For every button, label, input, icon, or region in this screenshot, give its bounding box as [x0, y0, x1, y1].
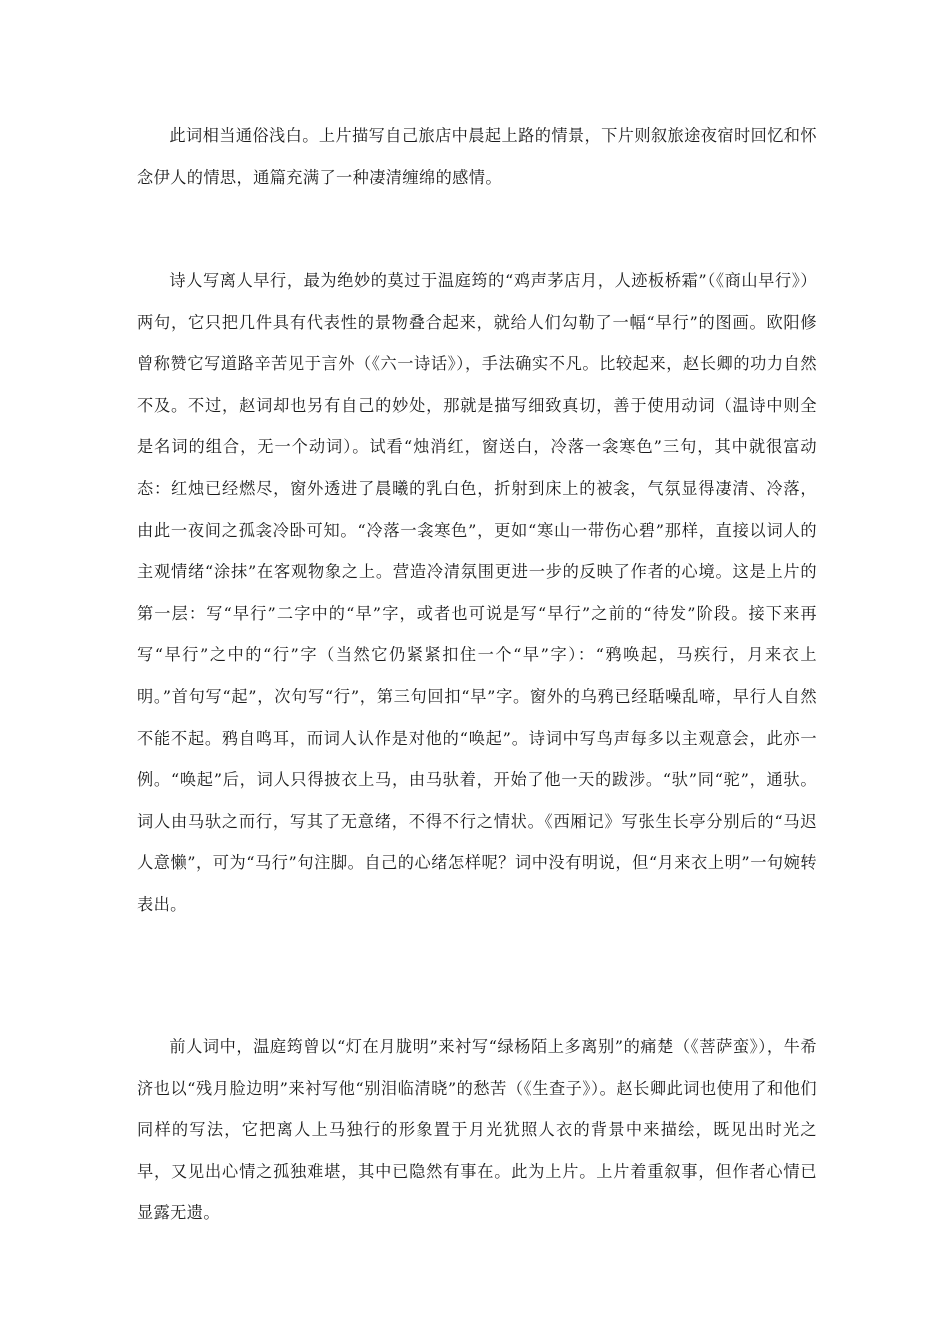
paragraph-comparison: 前人词中，温庭筠曾以“灯在月胧明”来衬写“绿杨陌上多离别”的痛楚（《菩萨蛮》），牛希济也以“残月脸边明”来衬写他“别泪临清晓”的愁苦（《生查子》）。赵长卿此词也使用了和他们同样的写法，它把离人上马独行的形象置于月光犹照人衣的背景中来描绘，既见出时光之早，又见出心情之孤独难堪，其中已隐然有事在。此为上片。上片着重叙事，但作者心情已显露无遗。	[137, 1037, 817, 1223]
paragraph-intro: 此词相当通俗浅白。上片描写自己旅店中晨起上路的情景，下片则叙旅途夜宿时回忆和怀念伊人的情思，通篇充满了一种凄清缠绵的感情。	[137, 126, 817, 187]
paragraph-analysis: 诗人写离人早行，最为绝妙的莫过于温庭筠的“鸡声茅店月，人迹板桥霜”（《商山早行》）两句，它只把几件具有代表性的景物叠合起来，就给人们勾勒了一幅“早行”的图画。欧阳修曾称赞它写道路辛苦见于言外（《六一诗话》），手法确实不凡。比较起来，赵长卿的功力自然不及。不过，赵词却也另有自己的妙处，那就是描写细致真切，善于使用动词（温诗中则全是名词的组合，无一个动词）。试看“烛消红，窗送白，冷落一衾寒色”三句，其中就很富动态：红烛已经燃尽，窗外透进了晨曦的乳白色，折射到床上的被衾，气氛显得凄清、冷落，由此一夜间之孤衾冷卧可知。“冷落一衾寒色”，更如“寒山一带伤心碧”那样，直接以词人的主观情绪“涂抹”在客观物象之上。营造冷清氛围更进一步的反映了作者的心境。这是上片的第一层：写“早行”二字中的“早”字，或者也可说是写“早行”之前的“待发”阶段。接下来再写“早行”之中的“行”字（当然它仍紧紧扣住一个“早”字）：“鸦唤起，马疾行，月来衣上明。”首句写“起”，次句写“行”，第三句回扣“早”字。窗外的乌鸦已经聒噪乱啼，早行人自然不能不起。鸦自鸣耳，而词人认作是对他的“唤起”。诗词中写鸟声每多以主观意会，此亦一例。“唤起”后，词人只得披衣上马，由马驮着，开始了他一天的跋涉。“驮”同“驼”，通驮。词人由马驮之而行，写其了无意绪，不得不行之情状。《西厢记》写张生长亭分别后的“马迟人意懒”，可为“马行”句注脚。自己的心绪怎样呢？词中没有明说，但“月来衣上明”一句婉转表出。	[137, 271, 817, 914]
